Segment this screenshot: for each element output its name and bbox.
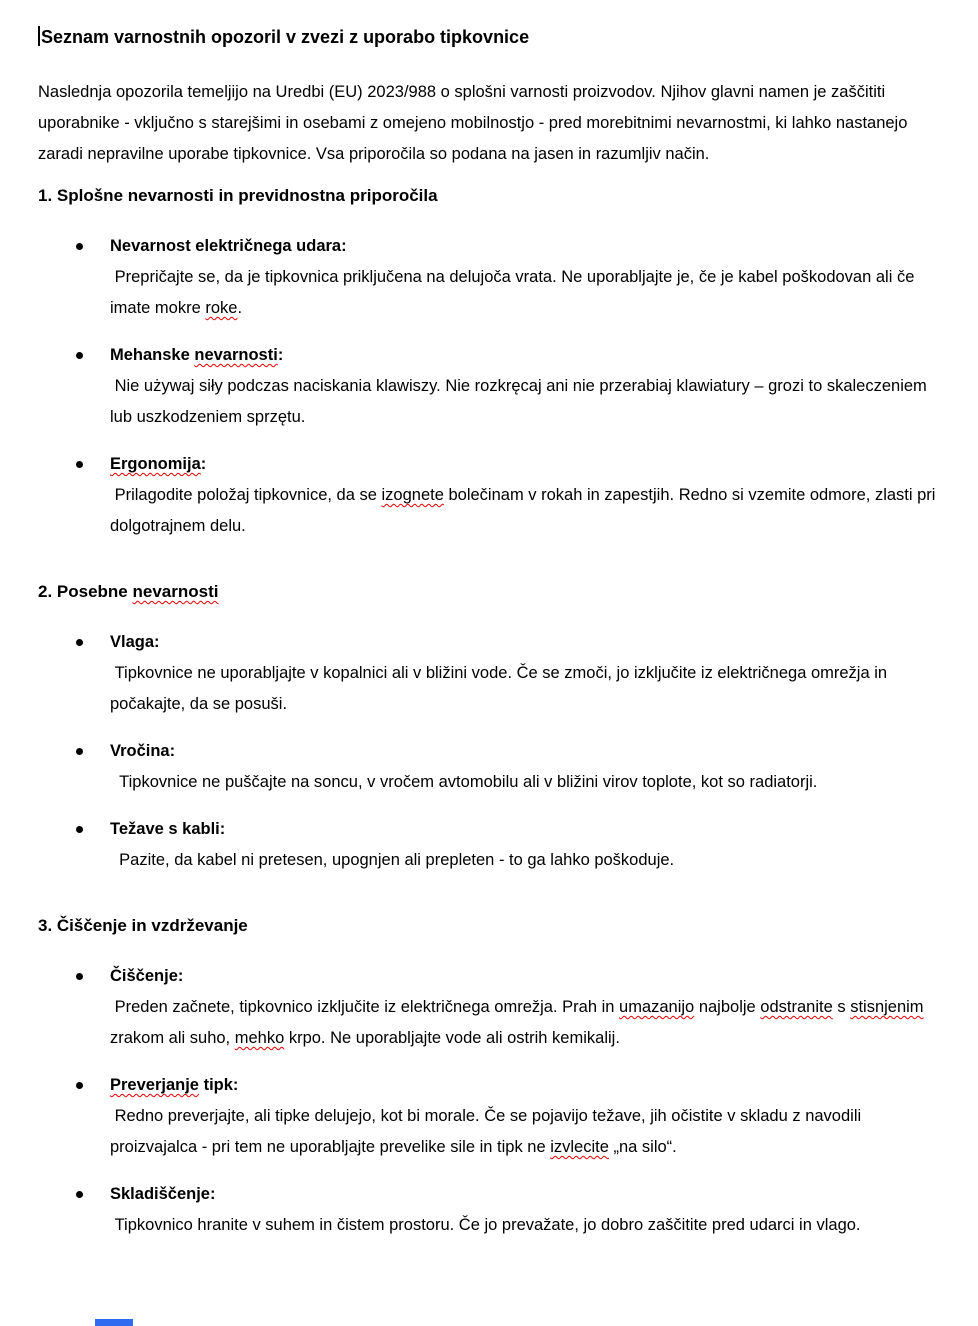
item-description <box>110 992 940 1054</box>
text-segment: Tipkovnice ne uporabljajte v kopalnici ali v bližini vode. Če se zmoči, jo izključite iz električnega omrežja in počakajte, da se posuši. <box>110 664 892 713</box>
misspelled-word: odstranite <box>760 998 833 1016</box>
text-segment: Čiščenje: <box>110 967 184 985</box>
bullet-list-item <box>38 814 940 876</box>
text-segment: Nevarnost električnega udara: <box>110 237 347 255</box>
section-heading <box>38 910 940 941</box>
bullet-list-item <box>38 627 940 720</box>
item-term <box>110 814 940 845</box>
item-term <box>110 736 940 767</box>
text-segment: Prilagodite položaj tipkovnice, da se <box>110 486 382 504</box>
item-term <box>110 449 940 480</box>
text-segment: zrakom ali suho, <box>110 998 929 1047</box>
sections-container <box>38 180 940 1241</box>
item-term <box>110 1070 940 1101</box>
item-description <box>110 1101 940 1163</box>
item-description <box>110 480 940 542</box>
misspelled-word: nevarnosti <box>132 582 219 601</box>
bullet-list-item <box>38 1070 940 1163</box>
bullet-list-item <box>38 736 940 798</box>
text-segment: : <box>200 455 207 473</box>
section-heading <box>38 180 940 211</box>
text-segment: Vlaga: <box>110 633 160 651</box>
misspelled-word: roke <box>205 299 238 317</box>
text-segment: tipk: <box>198 1076 239 1094</box>
misspelled-word: umazanijo <box>619 998 695 1016</box>
text-segment: Tipkovnice ne puščajte na soncu, v vročem avtomobilu ali v bližini virov toplote, kot so radiatorji. <box>110 773 818 791</box>
text-segment: Mehanske <box>110 346 195 364</box>
item-description <box>110 371 940 433</box>
item-description <box>110 262 940 324</box>
bullet-list-item <box>38 449 940 542</box>
bullet-list-item <box>38 961 940 1054</box>
item-term <box>110 231 940 262</box>
text-segment: 1. Splošne nevarnosti in previdnostna priporočila <box>38 186 438 205</box>
misspelled-word: Preverjanje <box>110 1076 199 1094</box>
bullet-list-item <box>38 231 940 324</box>
misspelled-word: izognete <box>381 486 444 504</box>
text-segment: Tipkovnico hranite v suhem in čistem prostoru. Če jo prevažate, jo dobro zaščitite pred udarci in vlago. <box>110 1216 861 1234</box>
item-description <box>110 767 940 798</box>
text-cursor-icon <box>38 26 40 46</box>
intro-paragraph: Naslednja opozorila temeljijo na Uredbi (EU) 2023/988 o splošni varnosti proizvodov. Njihov glavni namen je zaščititi uporabnike - vključno s starejšimi in osebami z omejeno mobilnostjo - pred morebitnimi nevarnostmi, ki lahko nastanejo zaradi nepravilne uporabe tipkovnice. Vsa priporočila so podana na jasen in razumljiv način. <box>38 83 912 163</box>
text-segment: Težave s kabli: <box>110 820 226 838</box>
text-segment: s <box>832 998 851 1016</box>
section-2 <box>38 576 940 876</box>
text-segment: Redno preverjajte, ali tipke delujejo, kot bi morale. Če se pojavijo težave, jih očistite v skladu z navodili proizvajalca - pri tem ne uporabljajte prevelike sile in tipk ne <box>110 1107 866 1156</box>
text-segment: Preden začnete, tipkovnico izključite iz električnega omrežja. Prah in <box>110 998 620 1016</box>
page-title-text: Seznam varnostnih opozoril v zvezi z uporabo tipkovnice <box>41 27 530 47</box>
item-term <box>110 961 940 992</box>
item-term <box>110 627 940 658</box>
text-segment: Prepričajte se, da je tipkovnica priključena na delujoča vrata. Ne uporabljajte je, če je kabel poškodovan ali če imate mokre <box>110 268 919 317</box>
text-segment: : <box>277 346 284 364</box>
text-segment: Nie używaj siły podczas naciskania klawiszy. Nie rozkręcaj ani nie przerabiaj klawiatury – grozi to skaleczeniem lub uszkodzeniem sprzętu. <box>110 377 932 426</box>
text-segment: 3. Čiščenje in vzdrževanje <box>38 916 248 935</box>
page-title <box>38 24 940 50</box>
text-segment: 2. Posebne <box>38 582 133 601</box>
item-description <box>110 658 940 720</box>
bullet-list-item <box>38 1179 940 1241</box>
cut-off-blue-element <box>95 1319 133 1326</box>
item-description <box>110 845 940 876</box>
item-term <box>110 1179 940 1210</box>
text-segment: „na silo“. <box>608 1138 677 1156</box>
item-description <box>110 1210 940 1241</box>
text-segment: bolečinam v rokah in zapestjih. Redno si vzemite odmore, zlasti pri dolgotrajnem delu. <box>110 486 941 535</box>
text-segment: Pazite, da kabel ni pretesen, upognjen ali prepleten - to ga lahko poškoduje. <box>110 851 675 869</box>
text-segment: Vročina: <box>110 742 176 760</box>
misspelled-word: izvlecite <box>550 1138 609 1156</box>
misspelled-word: Ergonomija <box>110 455 201 473</box>
misspelled-word: stisnjenim <box>850 998 924 1016</box>
text-segment: najbolje <box>694 998 761 1016</box>
text-segment: krpo. Ne uporabljajte vode ali ostrih kemikalij. <box>284 1029 620 1047</box>
bullet-list-item <box>38 340 940 433</box>
text-segment: Skladiščenje: <box>110 1185 216 1203</box>
section-heading <box>38 576 940 607</box>
text-segment: . <box>237 299 243 317</box>
misspelled-word: mehko <box>234 1029 285 1047</box>
section-1 <box>38 180 940 542</box>
item-term <box>110 340 940 371</box>
section-3 <box>38 910 940 1241</box>
misspelled-word: nevarnosti <box>194 346 278 364</box>
